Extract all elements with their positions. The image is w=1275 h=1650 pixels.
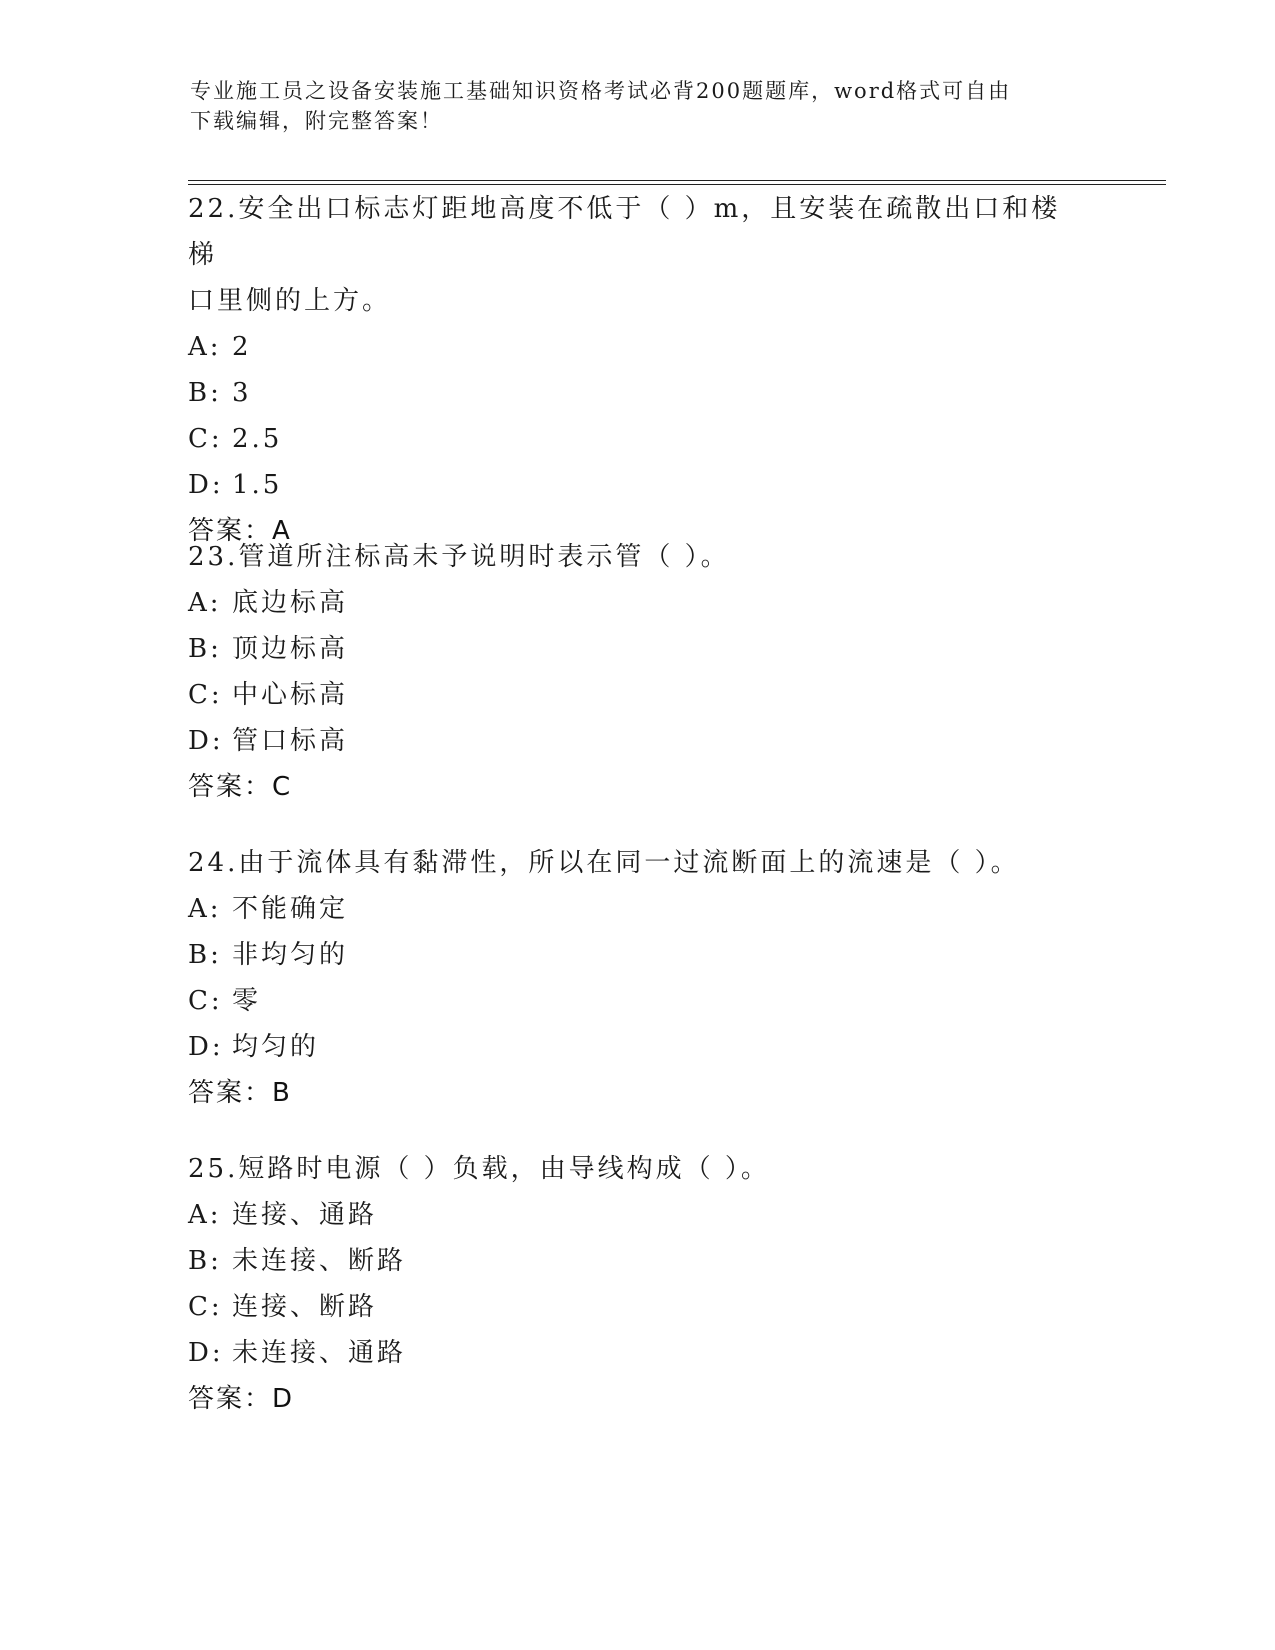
option-text: 2 — [232, 332, 252, 362]
answer-line: 答案：D — [188, 1384, 295, 1414]
option-text: 管口标高 — [232, 726, 349, 756]
option-text: 均匀的 — [232, 1032, 320, 1062]
option-a — [188, 886, 1088, 932]
option-text: 中心标高 — [232, 680, 349, 710]
option-letter: C: — [188, 1292, 223, 1322]
option-text: 3 — [232, 378, 252, 408]
question-stem-line: 24.由于流体具有黏滞性，所以在同一过流断面上的流速是（ ）。 — [188, 848, 1020, 878]
option-d — [188, 718, 1088, 764]
option-text: 顶边标高 — [232, 634, 349, 664]
option-text: 未连接、断路 — [232, 1246, 407, 1276]
option-letter: A: — [188, 894, 222, 924]
option-text: 零 — [232, 986, 262, 1016]
question-stem-line: 口里侧的上方。 — [188, 286, 392, 316]
question-stem — [188, 1146, 1088, 1192]
option-letter: B: — [188, 634, 222, 664]
header-divider-bottom — [188, 184, 1166, 185]
option-letter: D: — [188, 1338, 224, 1368]
option-text: 非均匀的 — [232, 940, 349, 970]
option-text: 2.5 — [232, 424, 283, 454]
option-letter: C: — [188, 680, 223, 710]
question-stem — [188, 534, 1088, 580]
question-stem-line: 23.管道所注标高未予说明时表示管（ ）。 — [188, 542, 730, 572]
option-letter: D: — [188, 470, 224, 500]
answer-line: 答案：C — [188, 772, 293, 802]
question-stem-line: 25.短路时电源（ ）负载，由导线构成（ ）。 — [188, 1154, 770, 1184]
option-letter: B: — [188, 378, 222, 408]
option-d — [188, 1024, 1088, 1070]
question-stem-line: 22.安全出口标志灯距地高度不低于（ ）m，且安装在疏散出口和楼梯 — [188, 194, 1061, 270]
option-text: 连接、通路 — [232, 1200, 378, 1230]
option-letter: A: — [188, 588, 222, 618]
option-a — [188, 1192, 1088, 1238]
question-stem — [188, 186, 1088, 324]
option-letter: B: — [188, 940, 222, 970]
header-line-2: 下载编辑，附完整答案！ — [190, 109, 443, 133]
option-b — [188, 626, 1088, 672]
option-b — [188, 932, 1088, 978]
option-letter: C: — [188, 986, 223, 1016]
question-stem — [188, 840, 1088, 886]
option-letter: D: — [188, 1032, 224, 1062]
header-divider-top — [188, 180, 1166, 181]
option-d — [188, 1330, 1088, 1376]
option-c — [188, 1284, 1088, 1330]
question-22 — [188, 186, 1088, 554]
header-line-1: 专业施工员之设备安装施工基础知识资格考试必背200题题库，word格式可自由 — [190, 79, 1012, 103]
question-25 — [188, 1146, 1088, 1422]
question-23 — [188, 534, 1088, 810]
option-text: 底边标高 — [232, 588, 349, 618]
option-c — [188, 978, 1088, 1024]
option-letter: C: — [188, 424, 223, 454]
option-c — [188, 416, 1088, 462]
option-b — [188, 370, 1088, 416]
option-text: 不能确定 — [232, 894, 349, 924]
option-b — [188, 1238, 1088, 1284]
option-letter: A: — [188, 332, 222, 362]
option-text: 未连接、通路 — [232, 1338, 407, 1368]
option-text: 连接、断路 — [232, 1292, 378, 1322]
option-a — [188, 580, 1088, 626]
option-c — [188, 672, 1088, 718]
answer-line: 答案：B — [188, 1078, 292, 1108]
question-24 — [188, 840, 1088, 1116]
option-a — [188, 324, 1088, 370]
answer-line: 答案：A — [188, 516, 292, 546]
option-text: 1.5 — [232, 470, 283, 500]
option-letter: D: — [188, 726, 224, 756]
document-header — [190, 76, 1090, 136]
option-letter: A: — [188, 1200, 222, 1230]
option-letter: B: — [188, 1246, 222, 1276]
option-d — [188, 462, 1088, 508]
